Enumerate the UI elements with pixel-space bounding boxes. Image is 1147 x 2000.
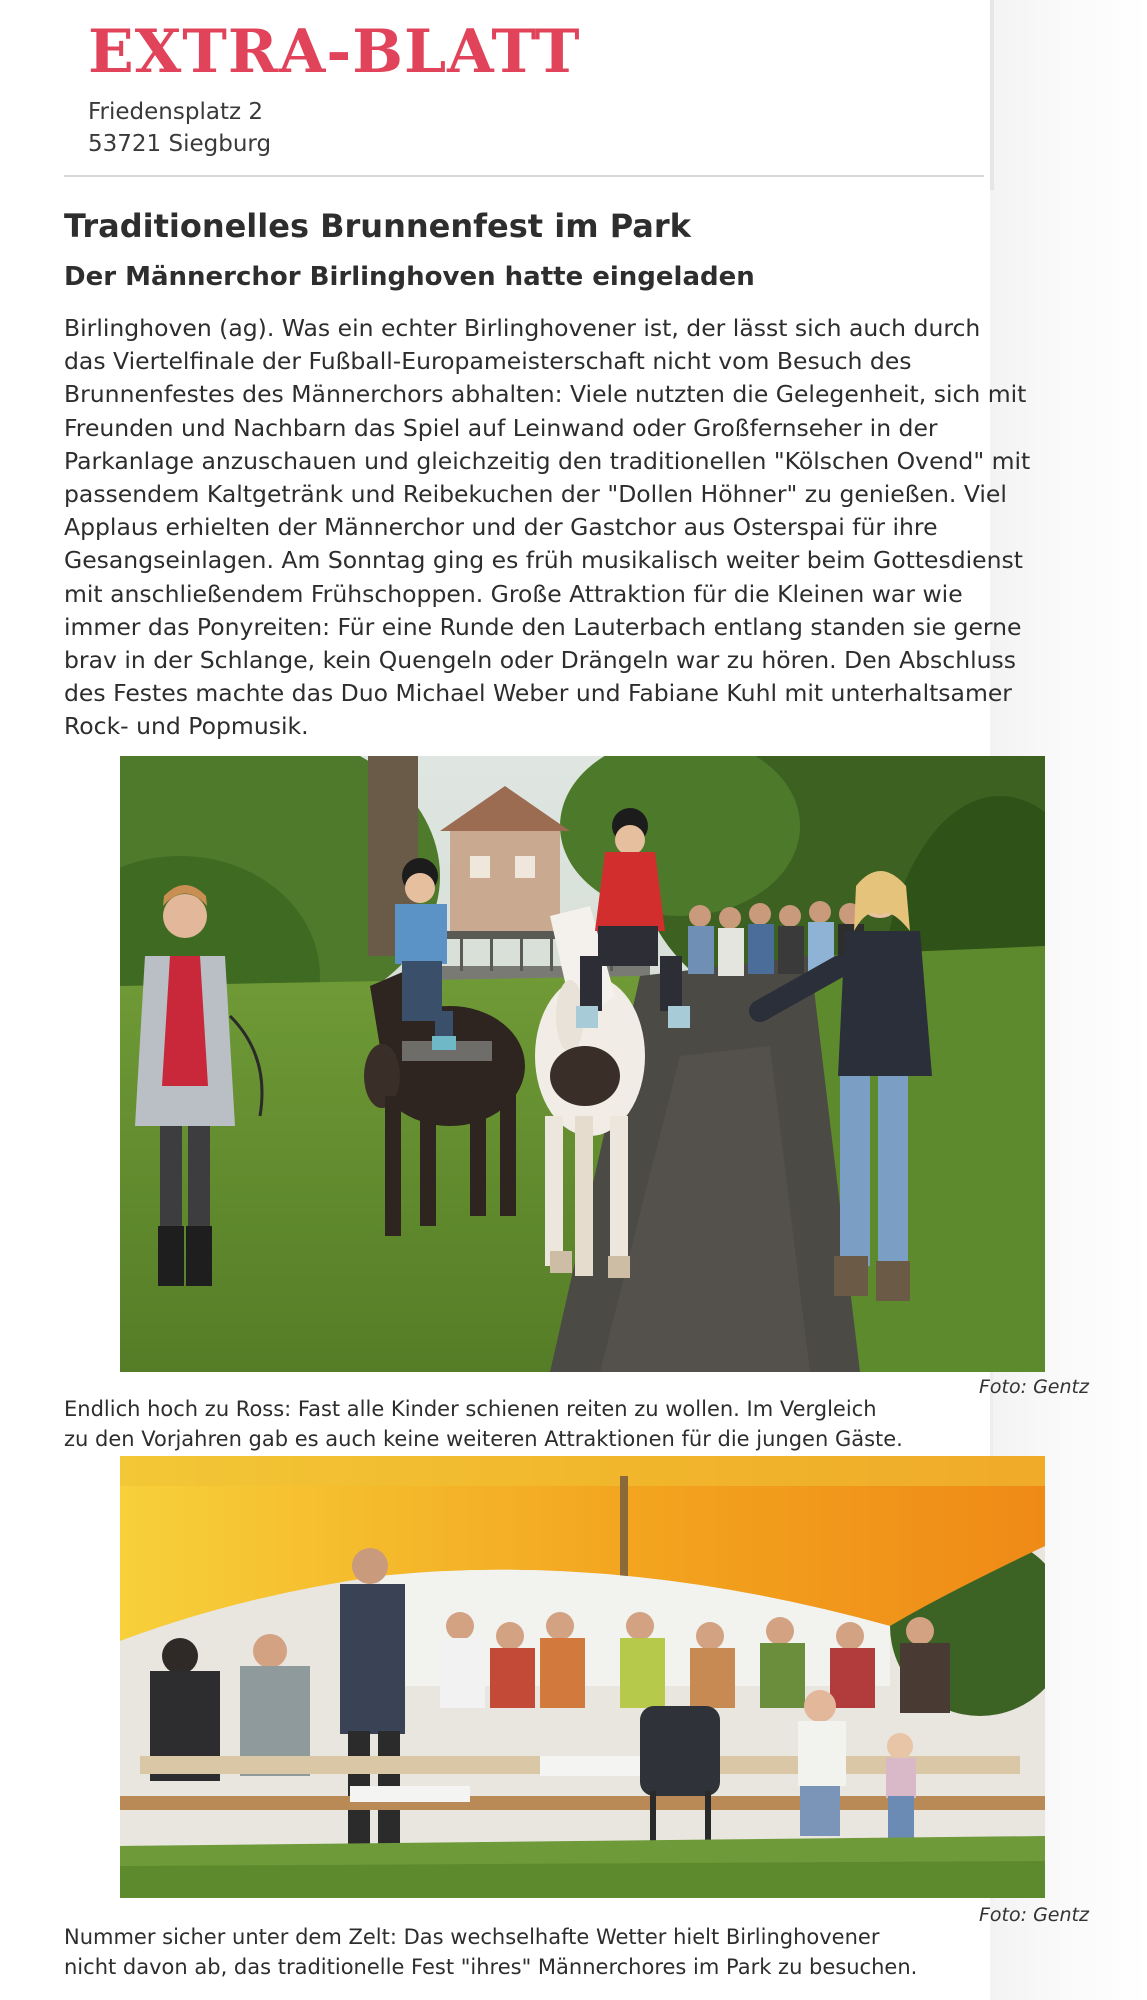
body-line: Gesangseinlagen. Am Sonntag ging es früh musikalisch weiter beim Gottesdienst xyxy=(64,546,1023,575)
photo-caption xyxy=(64,1922,1104,1982)
body-line: brav in der Schlange, kein Quengeln oder Drängeln war zu hören. Den Abschluss xyxy=(64,646,1017,675)
body-line: das Viertelfinale der Fußball-Europameisterschaft nicht vom Besuch des xyxy=(64,347,912,376)
article-body xyxy=(64,312,1104,744)
body-line: immer das Ponyreiten: Für eine Runde den Lauterbach entlang standen sie gerne xyxy=(64,612,1022,641)
address-street: Friedensplatz 2 xyxy=(88,99,263,125)
body-line: passendem Kaltgetränk und Reibekuchen der "Dollen Höhner" zu genießen. Viel xyxy=(64,480,1007,509)
article-subheadline: Der Männerchor Birlinghoven hatte eingeladen xyxy=(64,262,755,292)
scan-fold-mark xyxy=(990,0,994,190)
body-line: Brunnenfestes des Männerchors abhalten: Viele nutzten die Gelegenheit, sich mit xyxy=(64,380,1027,409)
photo-credit: Foto: Gentz xyxy=(979,1904,1089,1926)
photo-pony-riding xyxy=(120,756,1045,1372)
header-divider xyxy=(64,175,984,177)
caption-line: Endlich hoch zu Ross: Fast alle Kinder schienen reiten zu wollen. Im Vergleich xyxy=(64,1397,877,1421)
body-line: mit anschließendem Frühschoppen. Große Attraktion für die Kleinen war wie xyxy=(64,579,963,608)
photo-festival-tent xyxy=(120,1456,1045,1898)
caption-line: zu den Vorjahren gab es auch keine weiteren Attraktionen für die jungen Gäste. xyxy=(64,1427,903,1451)
body-line: des Festes machte das Duo Michael Weber und Fabiane Kuhl mit unterhaltsamer xyxy=(64,679,1012,708)
body-line: Rock- und Popmusik. xyxy=(64,712,309,741)
caption-line: nicht davon ab, das traditionelle Fest "ihres" Männerchores im Park zu besuchen. xyxy=(64,1955,918,1979)
body-line: Freunden und Nachbarn das Spiel auf Leinwand oder Großfernseher in der xyxy=(64,413,938,442)
caption-line: Nummer sicher unter dem Zelt: Das wechselhafte Wetter hielt Birlinghovener xyxy=(64,1925,880,1949)
article-headline: Traditionelles Brunnenfest im Park xyxy=(64,207,691,245)
masthead-title: EXTRA-BLATT xyxy=(88,17,581,87)
photo-caption xyxy=(64,1394,1104,1454)
publisher-address xyxy=(88,96,271,160)
photo-credit: Foto: Gentz xyxy=(979,1376,1089,1398)
address-city: 53721 Siegburg xyxy=(88,131,272,157)
body-line: Birlinghoven (ag). Was ein echter Birlinghovener ist, der lässt sich auch durch xyxy=(64,314,981,342)
body-line: Parkanlage anzuschauen und gleichzeitig den traditionellen "Kölschen Ovend" mit xyxy=(64,446,1031,475)
body-line: Applaus erhielten der Männerchor und der Gastchor aus Osterspai für ihre xyxy=(64,513,938,542)
